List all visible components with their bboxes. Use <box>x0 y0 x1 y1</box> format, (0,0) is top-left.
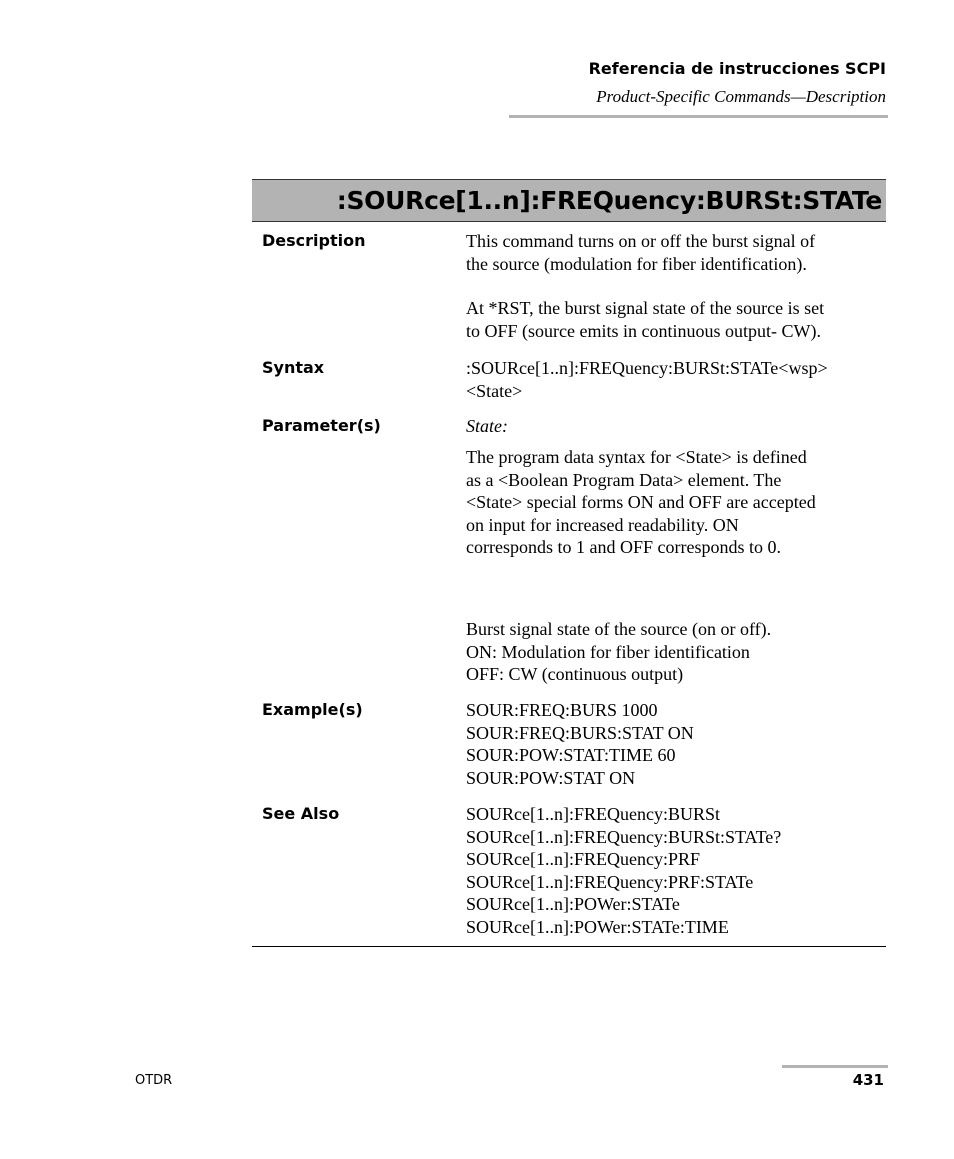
header-divider <box>509 115 888 118</box>
see-also-item: SOURce[1..n]:FREQuency:BURSt:STATe? <box>466 826 782 847</box>
footer-product-name: OTDR <box>135 1073 173 1088</box>
description-label: Description <box>262 231 366 250</box>
see-also-list <box>466 803 886 939</box>
parameter-line: ON: Modulation for fiber identification <box>466 641 750 662</box>
parameter-name: State: <box>466 416 508 436</box>
syntax-text <box>466 357 886 402</box>
example-line: SOUR:FREQ:BURS 1000 <box>466 700 658 720</box>
description-line: This command turns on or off the burst signal of <box>466 231 816 251</box>
see-also-item: SOURce[1..n]:FREQuency:BURSt <box>466 804 720 824</box>
parameter-line: corresponds to 1 and OFF corresponds to 0. <box>466 537 781 558</box>
description-line: At *RST, the burst signal state of the source is set <box>466 298 825 318</box>
see-also-item: SOURce[1..n]:POWer:STATe:TIME <box>466 916 729 937</box>
description-line: to OFF (source emits in continuous output- CW). <box>466 320 821 341</box>
see-also-label: See Also <box>262 804 340 823</box>
parameter-meaning-text <box>466 618 886 686</box>
description-reset-text <box>466 297 886 342</box>
header-subtitle: Product-Specific Commands—Description <box>596 87 886 106</box>
footer-divider <box>782 1065 888 1068</box>
running-header <box>589 58 886 108</box>
table-bottom-rule <box>252 946 886 947</box>
see-also-item: SOURce[1..n]:POWer:STATe <box>466 894 680 915</box>
parameters-label: Parameter(s) <box>262 416 381 435</box>
see-also-item: SOURce[1..n]:FREQuency:PRF:STATe <box>466 871 754 892</box>
syntax-line: :SOURce[1..n]:FREQuency:BURSt:STATe<wsp> <box>466 358 828 378</box>
examples-text <box>466 699 886 789</box>
command-title: :SOURce[1..n]:FREQuency:BURSt:STATe <box>336 186 882 215</box>
see-also-item: SOURce[1..n]:FREQuency:PRF <box>466 849 700 870</box>
syntax-line: <State> <box>466 380 523 401</box>
examples-label: Example(s) <box>262 700 363 719</box>
parameter-line: Burst signal state of the source (on or off). <box>466 619 772 639</box>
header-title: Referencia de instrucciones SCPI <box>588 59 886 78</box>
parameter-line: <State> special forms ON and OFF are accepted <box>466 492 816 513</box>
page-number: 431 <box>852 1071 884 1089</box>
description-text <box>466 230 886 275</box>
parameter-line: OFF: CW (continuous output) <box>466 664 684 685</box>
parameter-line: The program data syntax for <State> is defined <box>466 447 807 467</box>
parameter-line: as a <Boolean Program Data> element. The <box>466 469 782 490</box>
command-title-box <box>252 179 886 222</box>
example-line: SOUR:FREQ:BURS:STAT ON <box>466 722 694 743</box>
parameter-syntax-text <box>466 446 886 559</box>
parameter-line: on input for increased readability. ON <box>466 514 739 535</box>
description-line: the source (modulation for fiber identification). <box>466 253 807 274</box>
example-line: SOUR:POW:STAT:TIME 60 <box>466 745 676 766</box>
example-line: SOUR:POW:STAT ON <box>466 767 636 788</box>
syntax-label: Syntax <box>262 358 325 377</box>
